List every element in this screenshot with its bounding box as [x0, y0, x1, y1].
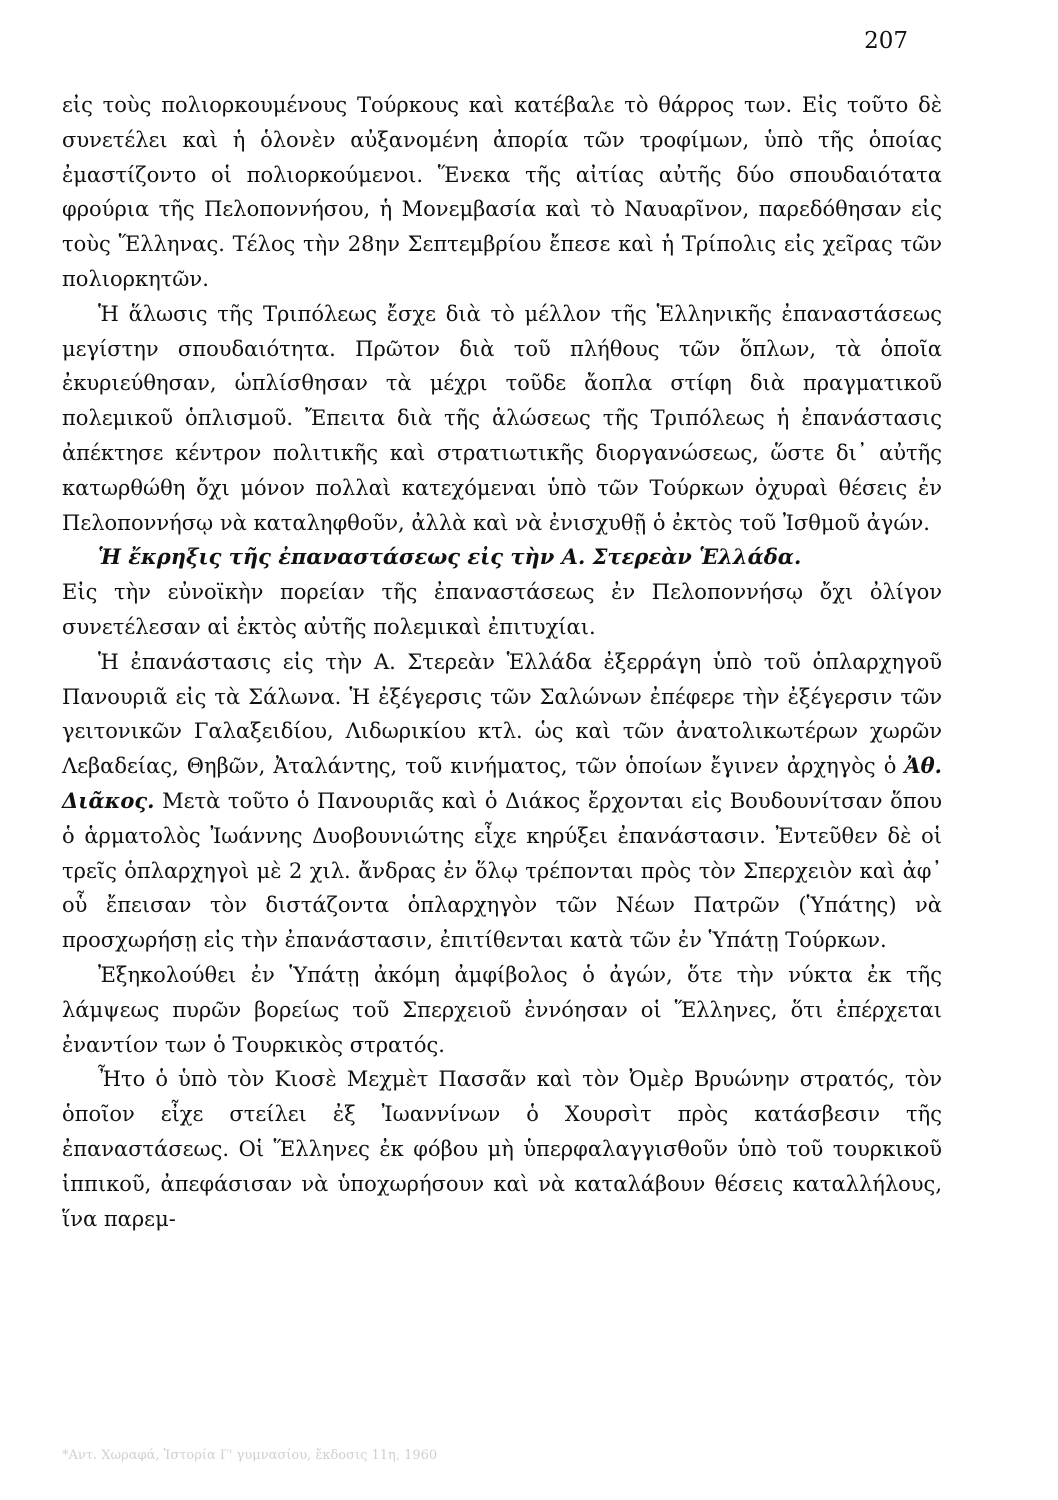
paragraph-3 — [62, 540, 942, 644]
paragraph-3-text: Εἰς τὴν εὐνοϊκὴν πορείαν τῆς ἐπαναστάσεως ἐν Πελοποννήσῳ ὄχι ὀλίγον συνετέλεσαν αἱ ἐκτὸς αὐτῆς πολεμικαὶ ἐπιτυχίαι. — [62, 580, 942, 639]
paragraph-1: εἰς τοὺς πολιορκουμένους Τούρκους καὶ κατέβαλε τὸ θάρρος των. Εἰς τοῦτο δὲ συνετέλει καὶ ἡ ὁλονὲν αὐξανομένη ἀπορία τῶν τροφίμων, ὑπὸ τῆς ὁποίας ἐμαστίζοντο οἱ πολιορκούμενοι. Ἕνεκα τῆς αἰτίας αὐτῆς δύο σπουδαιότατα φρούρια τῆς Πελοποννήσου, ἡ Μονεμβασία καὶ τὸ Ναυαρῖνον, παρεδόθησαν εἰς τοὺς Ἕλληνας. Τέλος τὴν 28ην Σεπτεμβρίου ἔπεσε καὶ ἡ Τρίπολις εἰς χεῖρας τῶν πολιορκητῶν. — [62, 93, 942, 291]
bold-name: Ἀθ. Διᾶκος. — [62, 753, 942, 813]
paragraph-4-text-after: Μετὰ τοῦτο ὁ Πανουριᾶς καὶ ὁ Διάκος ἔρχονται εἰς Βουδουνίτσαν ὅπου ὁ ἁρματολὸς Ἰωάννης Δυοβουνιώτης εἶχε κηρύξει ἐπανάστασιν. Ἐντεῦθεν δὲ οἱ τρεῖς ὁπλαρχηγοὶ μὲ 2 χιλ. ἄνδρας ἐν ὅλῳ τρέπονται πρὸς τὸν Σπερχειὸν καὶ ἀφ᾽ οὗ ἔπεισαν τὸν διστάζοντα ὁπλαρχηγὸν τῶν Νέων Πατρῶν (Ὑπάτης) νὰ προσχωρήσῃ εἰς τὴν ἐπανάστασιν, ἐπιτίθενται κατὰ τῶν ἐν Ὑπάτῃ Τούρκων. — [62, 788, 942, 953]
paragraph-5: Ἐξηκολούθει ἐν Ὑπάτῃ ἀκόμη ἀμφίβολος ὁ ἀγών, ὅτε τὴν νύκτα ἐκ τῆς λάμψεως πυρῶν βορείως τοῦ Σπερχειοῦ ἐννόησαν οἱ Ἕλληνες, ὅτι ἐπέρχεται ἐναντίον των ὁ Τουρκικὸς στρατός. — [62, 962, 942, 1057]
paragraph-4-text-before: Ἡ ἐπανάστασις εἰς τὴν Α. Στερεὰν Ἑλλάδα ἐξερράγη ὑπὸ τοῦ ὁπλαρχηγοῦ Πανουριᾶ εἰς τὰ Σάλωνα. Ἡ ἐξέγερσις τῶν Σαλώνων ἐπέφερε τὴν ἐξέγερσιν τῶν γειτονικῶν Γαλαξειδίου, Λιδωρικίου κτλ. ὡς καὶ τῶν ἀνατολικωτέρων χωρῶν Λεβαδείας, Θηβῶν, Ἀταλάντης, τοῦ κινήματος, τῶν ὁποίων ἔγινεν ἀρχηγὸς ὁ — [62, 649, 942, 779]
footnote: *Αντ. Χωραφά, Ἱστορία Γ' γυμνασίου, ἔκδοσις 11η, 1960 — [62, 1448, 438, 1463]
paragraph-6: Ἦτο ὁ ὑπὸ τὸν Κιοσὲ Μεχμὲτ Πασσᾶν καὶ τὸν Ὀμὲρ Βρυώνην στρατός, τὸν ὁποῖον εἶχε στείλει ἐξ Ἰωαννίνων ὁ Χουρσὶτ πρὸς κατάσβεσιν τῆς ἐπαναστάσεως. Οἱ Ἕλληνες ἐκ φόβου μὴ ὑπερφαλαγγισθοῦν ὑπὸ τοῦ τουρκικοῦ ἱππικοῦ, ἀπεφάσισαν νὰ ὑποχωρήσουν καὶ νὰ καταλάβουν θέσεις καταλλήλους, ἵνα παρεμ- — [62, 1067, 942, 1231]
section-heading: Ἡ ἔκρηξις τῆς ἐπαναστάσεως εἰς τὴν Α. Στερεὰν Ἑλλάδα. — [98, 544, 802, 570]
paragraph-4 — [62, 645, 942, 958]
page-number: 207 — [864, 28, 908, 54]
page-body — [62, 88, 942, 1236]
paragraph-2: Ἡ ἅλωσις τῆς Τριπόλεως ἔσχε διὰ τὸ μέλλον τῆς Ἑλληνικῆς ἐπαναστάσεως μεγίστην σπουδαιότητα. Πρῶτον διὰ τοῦ πλήθους τῶν ὅπλων, τὰ ὁποῖα ἐκυριεύθησαν, ὡπλίσθησαν τὰ μέχρι τοῦδε ἄοπλα στίφη διὰ πραγματικοῦ πολεμικοῦ ὁπλισμοῦ. Ἔπειτα διὰ τῆς ἁλώσεως τῆς Τριπόλεως ἡ ἐπανάστασις ἀπέκτησε κέντρον πολιτικῆς καὶ στρατιωτικῆς διοργανώσεως, ὥστε δι᾽ αὐτῆς κατωρθώθη ὄχι μόνον πολλαὶ κατεχόμεναι ὑπὸ τῶν Τούρκων ὀχυραὶ θέσεις ἐν Πελοποννήσῳ νὰ καταληφθοῦν, ἀλλὰ καὶ νὰ ἐνισχυθῇ ὁ ἐκτὸς τοῦ Ἰσθμοῦ ἀγών. — [62, 301, 942, 535]
